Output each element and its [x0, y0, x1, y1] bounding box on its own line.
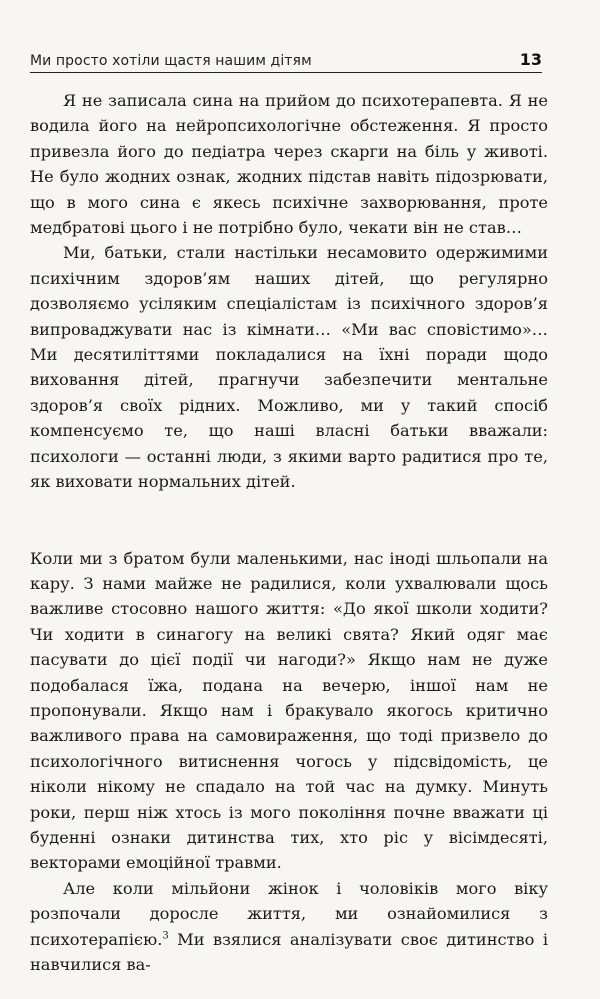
running-header	[30, 50, 542, 73]
running-header-title: Ми просто хотіли щастя нашим дітям	[30, 53, 312, 69]
paragraph-4	[30, 876, 548, 978]
paragraph-2: Ми, батьки, стали настільки несамовито одержимими психічним здоров’ям наших дітей, що регулярно дозволяємо усіляким спеціалістам із психічного здоров’я випроваджувати нас із кімнати… «Ми вас сповістимо»… Ми десятиліттями покладалися на їхні поради щодо виховання дітей, прагнучи забезпечити ментальне здоров’я своїх рідних. Можливо, ми у такий спосіб компенсуємо те, що наші власні батьки вважали: психологи — останні люди, з якими варто радитися про те, як виховати нормальних дітей.	[30, 243, 548, 492]
paragraph-1: Я не записала сина на прийом до психотерапевта. Я не водила його на нейропсихологічне обстеження. Я просто привезла його до педіатра через скарги на біль у животі. Не було жодних ознак, жодних підстав навіть підозрювати, що в мого сина є якесь психічне захворювання, проте медбратові цього і не потрібно було, чекати він не став…	[30, 91, 548, 238]
footnote-marker: 3	[162, 930, 169, 942]
paragraph-3: Коли ми з братом були маленькими, нас іноді шльопали на кару. З нами майже не радилися, коли ухвалювали щось важливе стосовно нашого життя: «До якої школи ходити? Чи ходити в синагогу на великі свята? Який одяг має пасувати до цієї події чи нагоди?» Якщо нам не дуже подобалася їжа, подана на вечерю, іншої нам не пропонували. Якщо нам і бракувало якогось критично важливого права на самовираження, що тоді призвело до психологічного витиснення чогось у підсвідомість, це ніколи нікому не спадало на той час на думку. Минуть роки, перш ніж хтось із мого покоління почне вважати ці буденні ознаки дитинства тих, хто ріс у вісімдесяті, векторами емоційної травми.	[30, 548, 548, 873]
page-number: 13	[519, 50, 542, 69]
paragraph-4-text: Але коли мільйони жінок і чоловіків мого віку розпочали доросле життя, ми ознайомилися з психотерапією.	[30, 878, 548, 949]
body-text	[30, 88, 548, 977]
section-break	[30, 495, 548, 546]
paragraph-4-continuation: Ми взялися аналізувати своє дитинство і навчилися ва-	[30, 929, 548, 974]
